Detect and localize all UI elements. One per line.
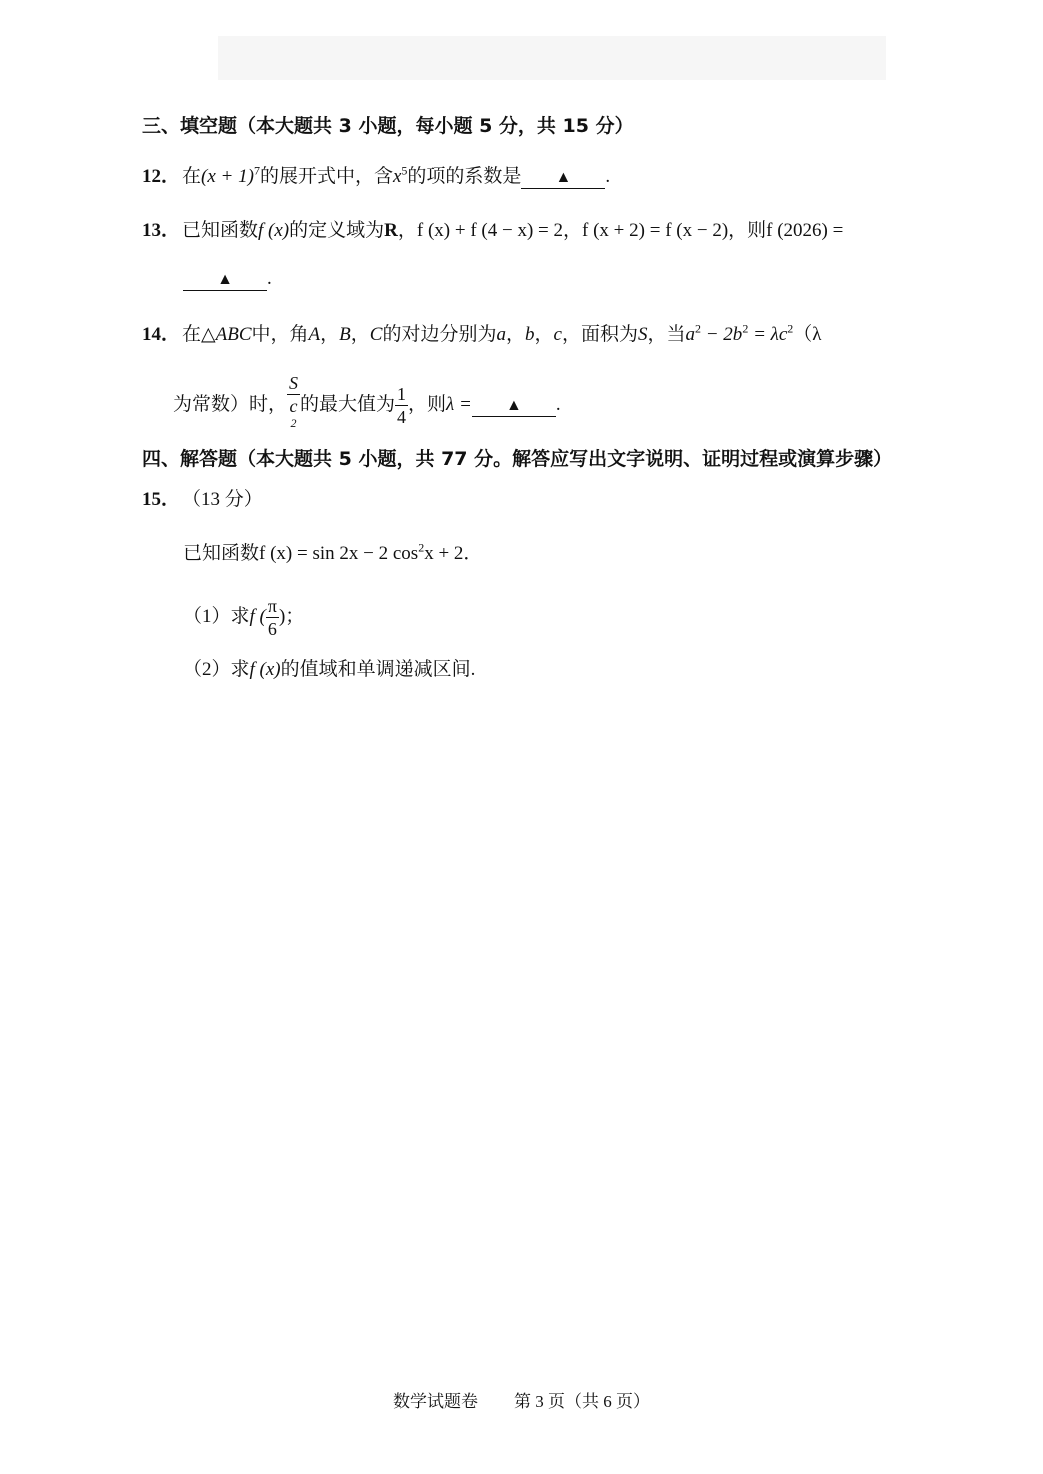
triangle-icon: ▲ bbox=[505, 396, 522, 414]
triangle-icon: ▲ bbox=[217, 271, 233, 288]
answer-blank[interactable] bbox=[521, 166, 605, 189]
section-3-heading: 三、填空题（本大题共 3 小题，每小题 5 分，共 15 分） bbox=[142, 115, 634, 137]
question-15-statement: 已知函数f (x) = sin 2x − 2 $\cos^2x + 2$． bbox=[183, 540, 483, 564]
question-14: 14． 在△ABC中，角A，B，C的对边分别为a，b，c，面积为S，当$a^2 - 2b^2 = \lambda c^2(\lambda$ bbox=[142, 322, 822, 348]
question-12: 12． 在$(x + 1)^7$的展开式中，含$x^5$的项的系数是 ▲ . bbox=[142, 164, 610, 190]
page-number: 第 3 页（共 6 页） bbox=[514, 1392, 650, 1411]
question-number: 14． bbox=[142, 324, 181, 345]
footer-title: 数学试题卷 bbox=[393, 1392, 478, 1411]
answer-blank[interactable] bbox=[472, 394, 556, 417]
question-number: 12． bbox=[142, 166, 181, 187]
question-15 bbox=[142, 487, 263, 513]
fraction-pi-over-6: $\frac{\pi}{6}$ bbox=[267, 596, 277, 640]
question-15-part-1: （1）求f ( $\frac{\pi}{6}$ )； bbox=[183, 596, 305, 640]
fraction-s-over-c2: S c $^2$ bbox=[289, 373, 299, 430]
question-15-part-2: （2）求f (x)的值域和单调递减区间. bbox=[183, 659, 476, 680]
question-number: 13． bbox=[142, 220, 181, 241]
page-footer bbox=[0, 1387, 1043, 1412]
question-number: 15． bbox=[142, 489, 181, 510]
header-band bbox=[218, 36, 886, 80]
answer-blank[interactable] bbox=[183, 268, 267, 291]
question-14-continued: 为常数）时， S c $^2$ 的最大值为 $\frac{1}{4}$ ，则λ = ▲ . bbox=[173, 372, 561, 439]
score: （13 分） bbox=[182, 489, 263, 510]
section-4-heading: 四、解答题（本大题共 5 小题，共 77 分。解答应写出文字说明、证明过程或演算步骤） bbox=[142, 448, 893, 470]
question-13: 13． 已知函数f (x)的定义域为R，f (x) + f (4 − x) = 2，f (x + 2) = f (x − 2)，则f (2026) = bbox=[142, 218, 843, 244]
fraction-one-quarter: $\frac{1}{4}$ bbox=[397, 384, 407, 427]
triangle-icon: ▲ bbox=[555, 169, 572, 186]
question-13-answer: ▲ . bbox=[183, 266, 272, 292]
